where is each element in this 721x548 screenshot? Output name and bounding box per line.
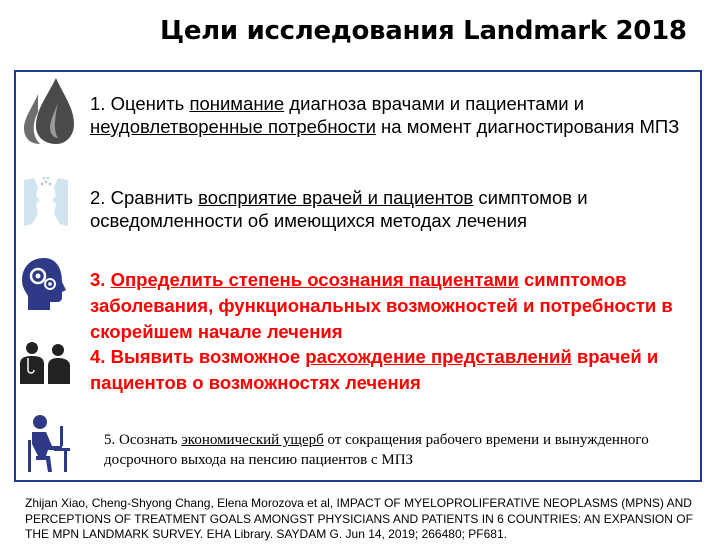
objective-number: 1. xyxy=(90,93,111,114)
desk-worker-icon xyxy=(24,412,72,476)
objective-5 xyxy=(104,430,664,470)
page-title: Цели исследования Landmark 2018 xyxy=(160,16,687,46)
objective-text: от сокращения рабочего времени и вынужденного досрочного выхода на пенсию пациентов с МПЗ xyxy=(104,432,649,468)
faces-icon xyxy=(20,174,72,230)
objective-number: 5. xyxy=(104,432,119,448)
head-gears-icon xyxy=(20,256,68,312)
objective-underlined: понимание xyxy=(189,93,285,114)
objective-4 xyxy=(90,344,700,396)
reference-citation: Zhijan Xiao, Cheng-Shyong Chang, Elena Morozova et al, IMPACT OF MYELOPROLIFERATIVE NEOPLASMS (MPNS) AND PERCEPTIONS OF TREATMENT GOALS AMONGST PHYSICIANS AND PATIENTS IN 6 COUNTRIES: AN EXPANSION OF THE MPN LANDMARK SURVEY. EHA Library. SAYDAM G. Jun 14, 2019; 266480; PF681. xyxy=(25,496,693,541)
objective-underlined: экономический ущерб xyxy=(181,432,324,448)
objective-1 xyxy=(90,92,700,138)
objective-underlined: Определить степень осознания пациентами xyxy=(110,269,519,290)
objective-text: симптомов заболевания, функциональных возможностей и потребности в скорейшем начале лечения xyxy=(90,269,673,342)
doctor-patient-icon xyxy=(18,340,72,386)
objective-2 xyxy=(90,186,690,232)
objective-number: 4. xyxy=(90,346,111,367)
objective-text: на момент диагностирования МПЗ xyxy=(375,116,680,137)
objective-text: Осознать xyxy=(119,432,182,448)
objective-underlined: расхождение представлений xyxy=(305,346,572,367)
objective-text: Сравнить xyxy=(110,187,199,208)
objective-text: Выявить возможное xyxy=(110,346,306,367)
objective-3 xyxy=(90,267,700,345)
objective-text: симптомов и осведомленности об имеющихся методах лечения xyxy=(90,187,588,231)
objective-number: 2. xyxy=(90,187,111,208)
drop-icon xyxy=(18,76,76,146)
objective-text: диагноза врачами и пациентами и xyxy=(284,93,585,114)
objective-text: Оценить xyxy=(110,93,190,114)
objective-underlined: неудовлетворенные потребности xyxy=(90,116,376,137)
objective-text: врачей и пациентов о возможностях лечения xyxy=(90,346,659,393)
objective-underlined: восприятие врачей и пациентов xyxy=(198,187,474,208)
objective-number: 3. xyxy=(90,269,111,290)
